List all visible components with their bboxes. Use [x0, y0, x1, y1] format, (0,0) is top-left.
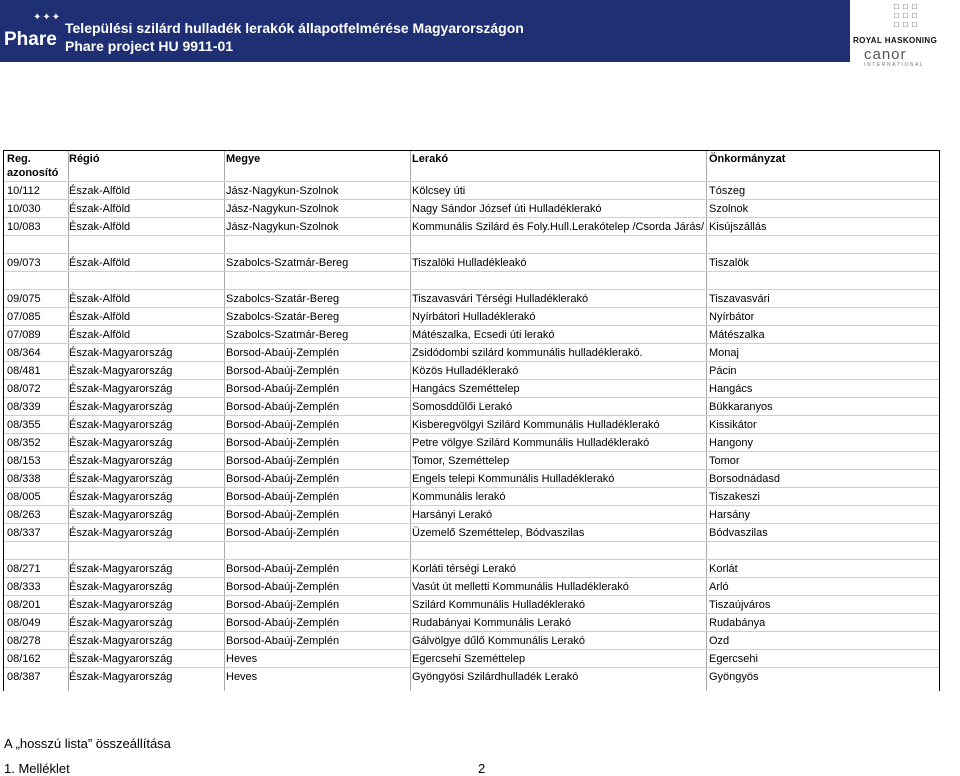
cell-lerako: Vasút út melletti Kommunális Hulladéklerakó	[412, 581, 629, 593]
cell-lerako: Korláti térségi Lerakó	[412, 563, 516, 575]
table-row	[4, 505, 939, 524]
table-row	[4, 397, 939, 416]
cell-megye: Borsod-Abaúj-Zemplén	[226, 581, 340, 593]
cell-id: 08/355	[7, 419, 41, 431]
cell-id: 08/049	[7, 617, 41, 629]
cell-id: 08/387	[7, 671, 41, 683]
cell-lerako: Nyírbátori Hulladéklerakó	[412, 311, 536, 323]
landfill-table	[3, 150, 940, 691]
cell-lerako: Kölcsey úti	[412, 185, 466, 197]
footer-annex: 1. Melléklet	[4, 761, 70, 776]
cell-lerako: Gálvölgye dűlő Kommunális Lerakó	[412, 635, 586, 647]
table-row	[4, 433, 939, 452]
cell-regio: Észak-Magyarország	[69, 653, 173, 665]
cell-regio: Észak-Alföld	[69, 329, 131, 341]
cell-onk: Korlát	[709, 563, 738, 575]
cell-id: 07/085	[7, 311, 41, 323]
phare-logo: Phare	[4, 29, 57, 50]
cell-regio: Észak-Magyarország	[69, 599, 173, 611]
table-row	[4, 181, 939, 200]
table-row	[4, 577, 939, 596]
cell-megye: Jász-Nagykun-Szolnok	[226, 203, 339, 215]
table-row	[4, 559, 939, 578]
cell-regio: Észak-Magyarország	[69, 401, 173, 413]
cell-regio: Észak-Magyarország	[69, 491, 173, 503]
cell-megye: Borsod-Abaúj-Zemplén	[226, 437, 340, 449]
cell-megye: Borsod-Abaúj-Zemplén	[226, 473, 340, 485]
header-lerako: Lerakó	[412, 153, 449, 165]
cell-regio: Észak-Magyarország	[69, 365, 173, 377]
cell-regio: Észak-Magyarország	[69, 437, 173, 449]
table-row	[4, 649, 939, 668]
cell-id: 09/073	[7, 257, 41, 269]
cell-lerako: Somosddűlői Lerakó	[412, 401, 513, 413]
cell-id: 08/153	[7, 455, 41, 467]
cell-onk: Szolnok	[709, 203, 749, 215]
cell-onk: Kisújszállás	[709, 221, 767, 233]
table-row	[4, 289, 939, 308]
cell-id: 08/339	[7, 401, 41, 413]
cell-megye: Borsod-Abaúj-Zemplén	[226, 563, 340, 575]
cell-lerako: Zsidódombi szilárd kommunális hulladéklerakó.	[412, 347, 643, 359]
cell-lerako: Petre völgye Szilárd Kommunális Hulladéklerakó	[412, 437, 650, 449]
cell-megye: Borsod-Abaúj-Zemplén	[226, 617, 340, 629]
header-regio: Régió	[69, 153, 100, 165]
cell-onk: Monaj	[709, 347, 739, 359]
cell-onk: Borsodnádasd	[709, 473, 780, 485]
table-row	[4, 541, 939, 560]
cell-megye: Borsod-Abaúj-Zemplén	[226, 383, 340, 395]
cell-onk: Tiszaújváros	[709, 599, 771, 611]
cell-megye: Szabolcs-Szatmár-Bereg	[226, 329, 349, 341]
cell-onk: Tiszavasvári	[709, 293, 770, 305]
cell-id: 08/364	[7, 347, 41, 359]
cell-megye: Szabolcs-Szatmár-Bereg	[226, 257, 349, 269]
cell-megye: Borsod-Abaúj-Zemplén	[226, 491, 340, 503]
table-row	[4, 415, 939, 434]
cell-megye: Jász-Nagykun-Szolnok	[226, 221, 339, 233]
cell-onk: Hangács	[709, 383, 753, 395]
cell-regio: Észak-Magyarország	[69, 347, 173, 359]
cell-lerako: Egercsehi Szeméttelep	[412, 653, 526, 665]
cell-onk: Arló	[709, 581, 729, 593]
cell-lerako: Gyöngyösi Szilárdhulladék Lerakó	[412, 671, 579, 683]
table-row	[4, 487, 939, 506]
header-reg-line2: azonosító	[7, 167, 59, 179]
cell-lerako: Üzemelő Szeméttelep, Bódvaszilas	[412, 527, 585, 539]
table-row	[4, 253, 939, 272]
list-title: A „hosszú lista” összeállítása	[4, 736, 171, 751]
brand-logos	[850, 0, 960, 74]
cell-megye: Jász-Nagykun-Szolnok	[226, 185, 339, 197]
royal-haskoning-mark-icon: □ □ □ □ □ □ □ □ □	[894, 2, 918, 29]
canor-logo-subtitle: INTERNATIONAL	[864, 62, 925, 68]
cell-onk: Harsány	[709, 509, 750, 521]
cell-megye: Borsod-Abaúj-Zemplén	[226, 455, 340, 467]
cell-regio: Észak-Alföld	[69, 185, 131, 197]
table-row	[4, 595, 939, 614]
table-row	[4, 199, 939, 218]
document-title: Települési szilárd hulladék lerakók állapotfelmérése Magyarországon	[65, 20, 524, 36]
table-row	[4, 217, 939, 236]
cell-id: 08/337	[7, 527, 41, 539]
cell-onk: Egercsehi	[709, 653, 758, 665]
table-row	[4, 235, 939, 254]
cell-onk: Tiszakeszi	[709, 491, 760, 503]
header-megye: Megye	[226, 153, 261, 165]
cell-id: 08/333	[7, 581, 41, 593]
cell-lerako: Rudabányai Kommunális Lerakó	[412, 617, 571, 629]
table-row	[4, 343, 939, 362]
cell-lerako: Szilárd Kommunális Hulladéklerakó	[412, 599, 586, 611]
cell-lerako: Közös Hulladéklerakó	[412, 365, 519, 377]
cell-id: 08/352	[7, 437, 41, 449]
table-row	[4, 325, 939, 344]
cell-lerako: Nagy Sándor József úti Hulladéklerakó	[412, 203, 602, 215]
cell-onk: Tomor	[709, 455, 740, 467]
cell-megye: Szabolcs-Szatár-Bereg	[226, 293, 340, 305]
cell-id: 07/089	[7, 329, 41, 341]
cell-regio: Észak-Magyarország	[69, 419, 173, 431]
cell-lerako: Tiszavasvári Térségi Hulladéklerakó	[412, 293, 589, 305]
cell-onk: Nyírbátor	[709, 311, 755, 323]
cell-onk: Bükkaranyos	[709, 401, 773, 413]
cell-onk: Kissikátor	[709, 419, 757, 431]
cell-megye: Borsod-Abaúj-Zemplén	[226, 365, 340, 377]
cell-id: 08/005	[7, 491, 41, 503]
table-header-row	[4, 151, 939, 181]
royal-haskoning-logo: ROYAL HASKONING	[853, 36, 938, 45]
cell-onk: Rudabánya	[709, 617, 766, 629]
cell-id: 09/075	[7, 293, 41, 305]
eu-stars-icon: ✦✦✦	[33, 12, 62, 23]
header-onkormanyzat: Önkormányzat	[709, 153, 786, 165]
cell-lerako: Kisberegvölgyi Szilárd Kommunális Hulladéklerakó	[412, 419, 660, 431]
cell-regio: Észak-Magyarország	[69, 617, 173, 629]
cell-regio: Észak-Alföld	[69, 311, 131, 323]
cell-megye: Heves	[226, 653, 258, 665]
cell-lerako: Kommunális Szilárd és Foly.Hull.Lerakótelep /Csorda Járás/	[412, 221, 705, 233]
table-row	[4, 613, 939, 632]
cell-lerako: Harsányi Lerakó	[412, 509, 493, 521]
cell-id: 08/162	[7, 653, 41, 665]
cell-megye: Borsod-Abaúj-Zemplén	[226, 599, 340, 611]
cell-onk: Bódvaszilas	[709, 527, 768, 539]
cell-regio: Észak-Magyarország	[69, 635, 173, 647]
footer-page-number: 2	[478, 761, 486, 776]
cell-regio: Észak-Magyarország	[69, 563, 173, 575]
table-row	[4, 631, 939, 650]
cell-regio: Észak-Alföld	[69, 293, 131, 305]
cell-regio: Észak-Magyarország	[69, 671, 173, 683]
cell-lerako: Mátészalka, Ecsedi úti lerakó	[412, 329, 555, 341]
cell-onk: Pácin	[709, 365, 737, 377]
cell-lerako: Tomor, Szeméttelep	[412, 455, 510, 467]
cell-megye: Heves	[226, 671, 258, 683]
cell-lerako: Tiszalöki Hulladékleakó	[412, 257, 527, 269]
table-row	[4, 451, 939, 470]
cell-id: 08/263	[7, 509, 41, 521]
cell-id: 10/030	[7, 203, 41, 215]
cell-onk: Mátészalka	[709, 329, 765, 341]
cell-id: 08/072	[7, 383, 41, 395]
cell-regio: Észak-Magyarország	[69, 581, 173, 593]
cell-id: 08/201	[7, 599, 41, 611]
cell-id: 10/083	[7, 221, 41, 233]
cell-regio: Észak-Magyarország	[69, 455, 173, 467]
table-row	[4, 307, 939, 326]
cell-regio: Észak-Magyarország	[69, 473, 173, 485]
cell-lerako: Engels telepi Kommunális Hulladéklerakó	[412, 473, 615, 485]
cell-id: 08/271	[7, 563, 41, 575]
header-reg-line1: Reg.	[7, 153, 31, 165]
table-row	[4, 523, 939, 542]
cell-onk: Tószeg	[709, 185, 746, 197]
cell-regio: Észak-Alföld	[69, 203, 131, 215]
cell-regio: Észak-Magyarország	[69, 527, 173, 539]
cell-megye: Borsod-Abaúj-Zemplén	[226, 527, 340, 539]
table-row	[4, 271, 939, 290]
cell-regio: Észak-Alföld	[69, 221, 131, 233]
cell-onk: Hangony	[709, 437, 754, 449]
cell-megye: Borsod-Abaúj-Zemplén	[226, 509, 340, 521]
table-row	[4, 379, 939, 398]
cell-id: 10/112	[7, 185, 40, 197]
cell-lerako: Kommunális lerakó	[412, 491, 506, 503]
cell-regio: Észak-Magyarország	[69, 509, 173, 521]
cell-megye: Borsod-Abaúj-Zemplén	[226, 419, 340, 431]
cell-id: 08/278	[7, 635, 41, 647]
cell-id: 08/481	[7, 365, 41, 377]
cell-megye: Borsod-Abaúj-Zemplén	[226, 635, 340, 647]
cell-regio: Észak-Alföld	[69, 257, 131, 269]
cell-lerako: Hangács Szeméttelep	[412, 383, 520, 395]
cell-onk: Ozd	[709, 635, 730, 647]
cell-id: 08/338	[7, 473, 41, 485]
header-reg	[7, 152, 58, 180]
cell-megye: Borsod-Abaúj-Zemplén	[226, 347, 340, 359]
canor-logo: canor	[864, 46, 907, 63]
table-row	[4, 667, 939, 686]
cell-megye: Szabolcs-Szatár-Bereg	[226, 311, 340, 323]
table-row	[4, 361, 939, 380]
table-row	[4, 469, 939, 488]
cell-onk: Gyöngyös	[709, 671, 759, 683]
header-banner	[0, 0, 960, 62]
document-subtitle: Phare project HU 9911-01	[65, 38, 234, 54]
cell-regio: Észak-Magyarország	[69, 383, 173, 395]
cell-megye: Borsod-Abaúj-Zemplén	[226, 401, 340, 413]
cell-onk: Tiszalök	[709, 257, 749, 269]
